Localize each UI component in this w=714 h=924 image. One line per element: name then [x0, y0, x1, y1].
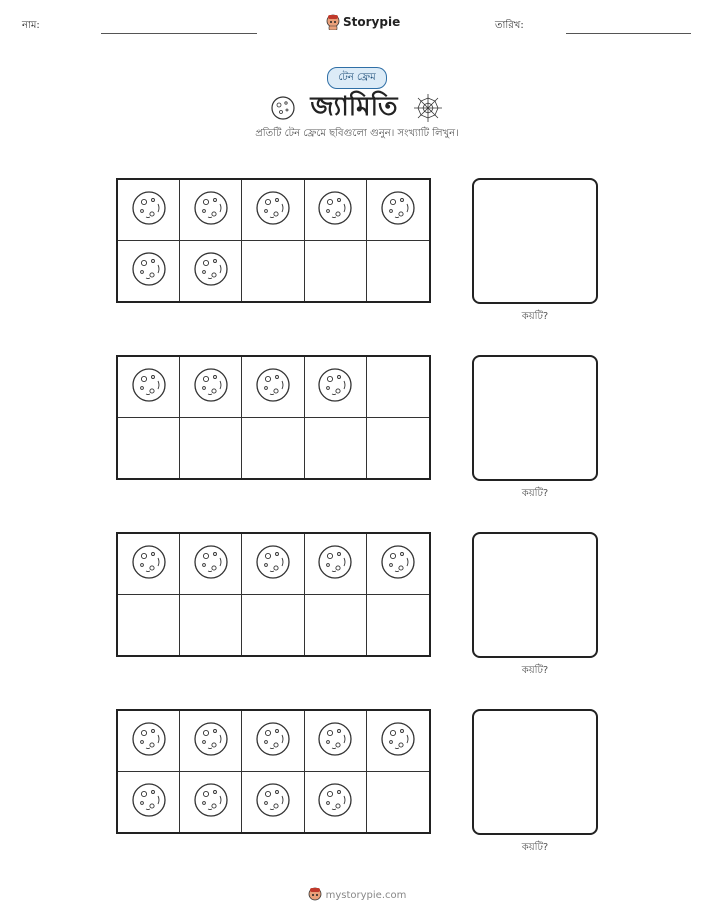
- frame-cell: [180, 241, 242, 302]
- moon-icon: [317, 367, 353, 407]
- frame-cell: [180, 534, 242, 595]
- moon-icon: [255, 190, 291, 230]
- frame-cell: [118, 357, 180, 418]
- storypie-mascot-icon: [308, 887, 322, 903]
- answer-box[interactable]: [472, 178, 598, 304]
- answer-box[interactable]: [472, 532, 598, 658]
- frame-cell: [180, 418, 242, 479]
- moon-icon: [193, 544, 229, 584]
- footer: [0, 887, 714, 903]
- frame-cell: [242, 418, 304, 479]
- frame-cell: [367, 241, 429, 302]
- answer-label: কয়টি?: [521, 311, 549, 322]
- frame-cell: [242, 534, 304, 595]
- frame-cell: [242, 711, 304, 772]
- frame-cell: [118, 711, 180, 772]
- moon-icon: [380, 190, 416, 230]
- moon-icon: [255, 544, 291, 584]
- moon-icon: [131, 190, 167, 230]
- topic-badge: টেন ফ্রেম: [327, 67, 387, 89]
- date-field[interactable]: [566, 33, 691, 34]
- frame-cell: [242, 357, 304, 418]
- name-label: নাম:: [22, 20, 40, 31]
- frame-cell: [180, 595, 242, 656]
- moon-icon: [317, 721, 353, 761]
- frame-cell: [305, 772, 367, 833]
- brand-name: Storypie: [343, 15, 401, 29]
- frame-cell: [180, 772, 242, 833]
- frame-cell: [367, 180, 429, 241]
- name-field[interactable]: [101, 33, 257, 34]
- spider-web-icon: [412, 92, 444, 124]
- answer-label: কয়টি?: [521, 842, 549, 853]
- frame-cell: [367, 595, 429, 656]
- frame-cell: [305, 595, 367, 656]
- page-title: জ্যামিতি: [310, 92, 398, 122]
- moon-icon: [131, 544, 167, 584]
- frame-cell: [367, 357, 429, 418]
- frame-cell: [242, 241, 304, 302]
- brand-logo: [326, 14, 400, 30]
- frame-cell: [180, 357, 242, 418]
- frame-cell: [367, 711, 429, 772]
- moon-icon: [255, 721, 291, 761]
- answer-label: কয়টি?: [521, 665, 549, 676]
- moon-icon: [193, 721, 229, 761]
- ten-frame: [116, 532, 431, 657]
- frame-cell: [242, 595, 304, 656]
- answer-box[interactable]: [472, 709, 598, 835]
- frame-cell: [242, 180, 304, 241]
- moon-icon: [317, 782, 353, 822]
- moon-icon: [131, 782, 167, 822]
- ten-frame: [116, 178, 431, 303]
- frame-cell: [242, 772, 304, 833]
- moon-icon: [193, 190, 229, 230]
- instruction-text: প্রতিটি টেন ফ্রেমে ছবিগুলো গুনুন। সংখ্যাটি লিখুন।: [255, 128, 459, 139]
- moon-icon: [380, 721, 416, 761]
- frame-cell: [305, 418, 367, 479]
- moon-icon: [131, 251, 167, 291]
- answer-label: কয়টি?: [521, 488, 549, 499]
- moon-icon: [255, 782, 291, 822]
- date-label: তারিখ:: [495, 20, 524, 31]
- title-row: [0, 86, 714, 130]
- moon-icon: [193, 782, 229, 822]
- moon-icon: [255, 367, 291, 407]
- frame-cell: [305, 241, 367, 302]
- frame-cell: [305, 180, 367, 241]
- moon-icon: [317, 190, 353, 230]
- frame-cell: [118, 595, 180, 656]
- moon-icon: [193, 367, 229, 407]
- frame-cell: [118, 180, 180, 241]
- moon-icon: [193, 251, 229, 291]
- frame-cell: [118, 241, 180, 302]
- footer-url: mystorypie.com: [325, 889, 407, 901]
- frame-cell: [367, 418, 429, 479]
- moon-icon: [317, 544, 353, 584]
- ten-frame: [116, 355, 431, 480]
- frame-cell: [118, 772, 180, 833]
- moon-icon: [131, 721, 167, 761]
- frame-cell: [180, 180, 242, 241]
- storypie-mascot-icon: [326, 14, 340, 30]
- moon-icon: [131, 367, 167, 407]
- frame-cell: [118, 534, 180, 595]
- frame-cell: [180, 711, 242, 772]
- frame-cell: [305, 357, 367, 418]
- moon-icon: [270, 95, 296, 121]
- frame-cell: [305, 534, 367, 595]
- frame-cell: [305, 711, 367, 772]
- frame-cell: [367, 534, 429, 595]
- frame-cell: [118, 418, 180, 479]
- frame-cell: [367, 772, 429, 833]
- ten-frame: [116, 709, 431, 834]
- moon-icon: [380, 544, 416, 584]
- answer-box[interactable]: [472, 355, 598, 481]
